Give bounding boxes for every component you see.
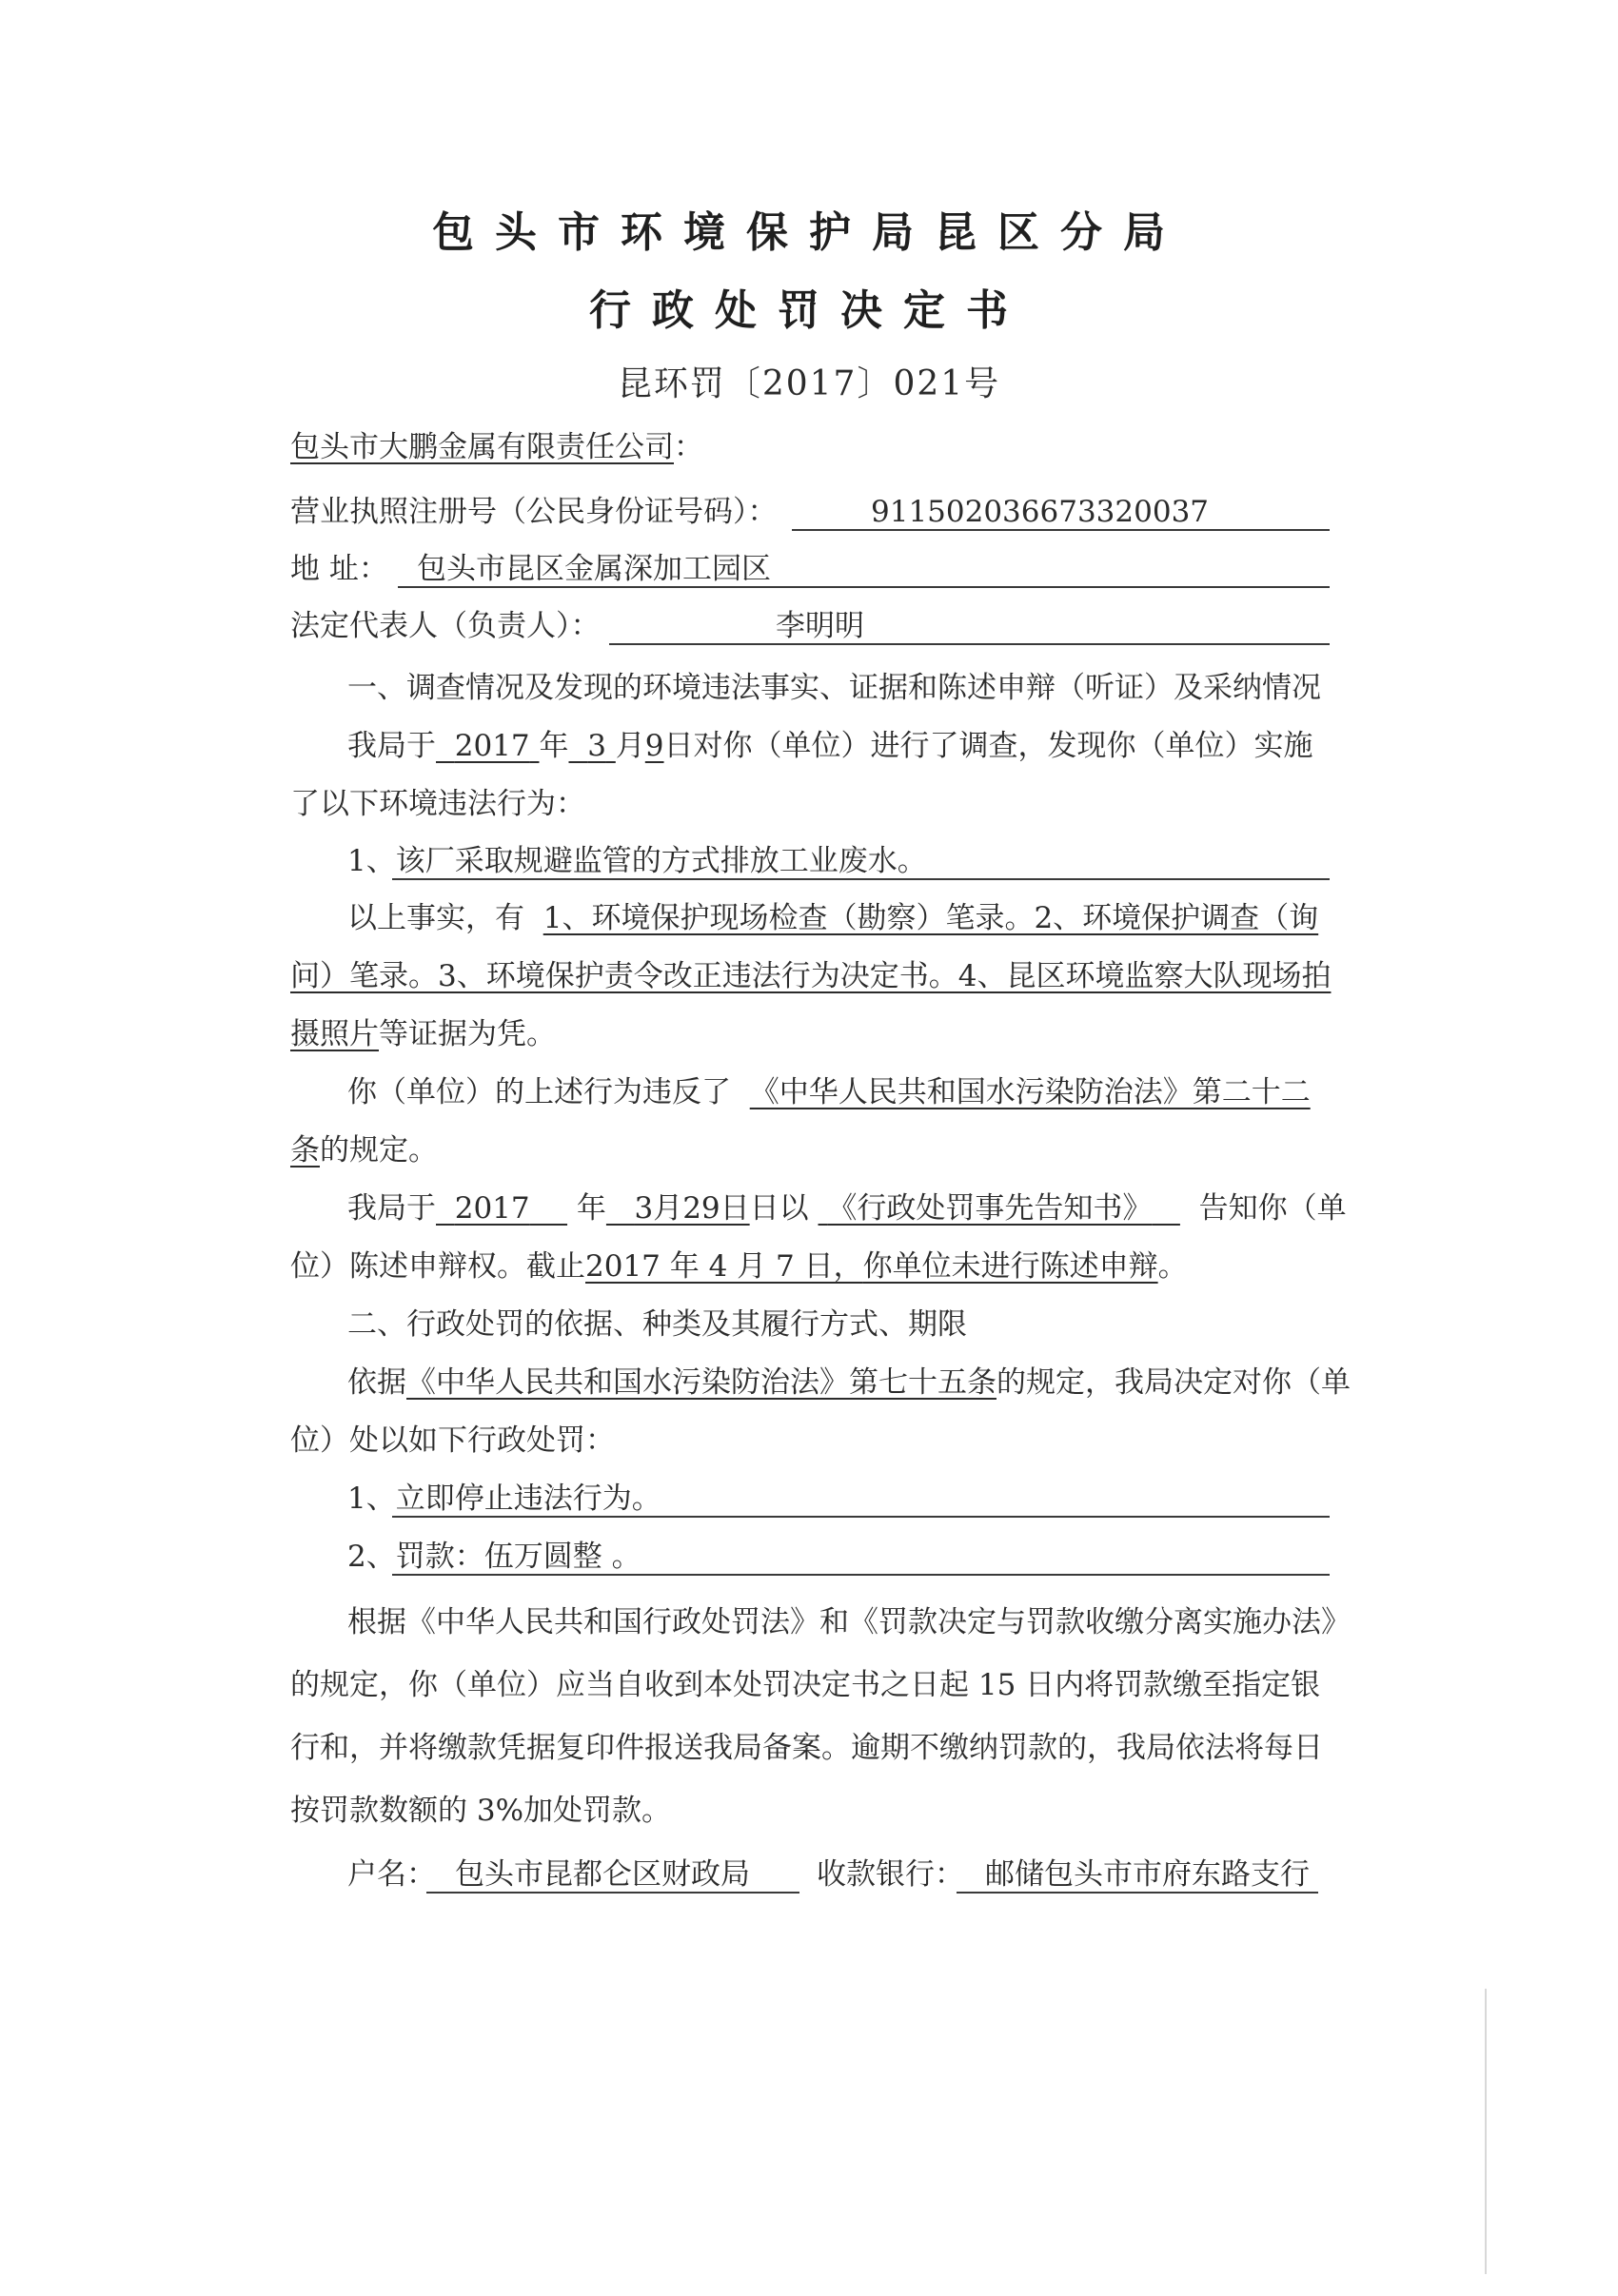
penalty-1: 1、立即停止违法行为。 [347,1482,661,1516]
account-value: 包头市昆都仑区财政局 [455,1857,750,1892]
basis-line-2: 位）处以如下行政处罚： [290,1423,615,1458]
notice-year [436,1191,567,1226]
notice-line-1 [347,1189,1347,1227]
evidence-text-b: 1、环境保护现场检查（勘察）笔录。2、环境保护调查（询 [543,901,1319,935]
inv-text-a: 我局于 [347,729,436,763]
basis-text-c: 的规定，我局决定对你（单 [996,1365,1351,1400]
notice-year-value: 2017 [454,1191,530,1226]
basis-line-1 [347,1364,1351,1402]
violation-1-underline [392,878,1330,880]
violation-1-text: 1、该厂采取规避监管的方式排放工业废水。 [347,844,927,878]
violation-1 [347,842,927,880]
party-name: 包头市大鹏金属有限责任公司 [290,430,674,464]
representative-value: 李明明 [776,609,864,643]
notice-date [606,1191,750,1226]
evidence-line-3 [290,1015,556,1053]
penalty-2-underline [392,1574,1330,1576]
penalty-2-value: 罚款：伍万圆整 。 [395,1540,641,1574]
penalty-2 [347,1538,641,1576]
inv-year-value: 2017 [454,729,530,763]
license-value: 911502036673320037 [871,495,1210,529]
law-text-d: 的规定。 [320,1133,438,1168]
payment-line-4: 按罚款数额的 3%加处罚款。 [290,1794,672,1828]
payment-line-1: 根据《中华人民共和国行政处罚法》和《罚款决定与罚款收缴分离实施办法》 [347,1605,1351,1639]
evidence-text-c: 问）笔录。3、环境保护责令改正违法行为决定书。4、昆区环境监察大队现场拍 [290,959,1332,993]
law-line-1 [347,1073,1311,1111]
evidence-line-2 [290,957,1331,995]
address-label: 地 址： [290,552,388,586]
notice-date-value: 3月29日 [634,1191,750,1226]
notice-text-c: 日以 [749,1191,809,1226]
notice-line-2 [290,1247,1188,1285]
basis-text-b: 《中华人民共和国水污染防治法》第七十五条 [406,1365,996,1400]
payment-line-2: 的规定，你（单位）应当自收到本处罚决定书之日起 15 日内将罚款缴至指定银 [290,1668,1321,1702]
section2-heading: 二、行政处罚的依据、种类及其履行方式、期限 [347,1307,967,1342]
evidence-text-e: 等证据为凭。 [379,1017,556,1051]
section1-heading: 一、调查情况及发现的环境违法事实、证据和陈述申辩（听证）及采纳情况 [347,671,1321,705]
law-text-a: 你（单位）的上述行为违反了 [347,1075,731,1109]
inv-text-c: 月 [615,729,645,763]
penalty-2-label: 2、 [347,1540,396,1574]
inv-year [436,729,539,763]
representative-label: 法定代表人（负责人）： [290,609,601,643]
law-text-c: 条 [290,1133,320,1168]
document-subtitle: 行政处罚决定书 [589,286,1029,335]
document-number: 昆环罚〔2017〕021号 [617,364,1001,403]
inv-month-value: 3 [587,729,606,763]
law-text-b: 《中华人民共和国水污染防治法》第二十二 [749,1075,1311,1109]
deadline: 2017 年 4 月 7 日， [585,1249,863,1284]
bank-value: 邮储包头市市府东路支行 [985,1857,1310,1892]
notice-text-d: 告知你（单 [1198,1191,1347,1226]
notice-text-b: 年 [576,1191,606,1226]
party-name-suffix: ： [674,430,703,464]
law-line-2 [290,1131,438,1169]
inv-month [568,729,615,763]
inv-text-d: 日对你（单位）进行了调查，发现你（单位）实施 [663,729,1313,763]
inv-line-2: 了以下环境违法行为： [290,787,585,821]
address-value: 包头市昆区金属深加工园区 [417,552,771,586]
notice-doc-value: 《行政处罚事先告知书》 [827,1191,1153,1226]
representative-underline [609,643,1330,645]
notice-text-g: 。 [1157,1249,1188,1284]
evidence-line-1 [347,899,1318,937]
bank-label: 收款银行： [817,1857,964,1892]
scan-edge-mark [1485,1989,1487,2274]
investigation-line [347,727,1313,765]
inv-text-b: 年 [539,729,569,763]
payment-line-3: 行和，并将缴款凭据复印件报送我局备案。逾期不缴纳罚款的，我局依法将每日 [290,1731,1323,1765]
evidence-text-d: 摄照片 [290,1017,379,1051]
notice-doc [819,1191,1180,1226]
inv-day: 9 [644,729,664,763]
account-label: 户名： [347,1857,436,1892]
evidence-text-a: 以上事实，有 [347,901,524,935]
document-title: 包头市环境保护局昆区分局 [432,208,1186,257]
party-name-line [290,428,703,466]
notice-text-a: 我局于 [347,1191,436,1226]
penalty-1-underline [392,1516,1330,1518]
notice-text-e: 位）陈述申辩权。截止 [290,1249,585,1284]
basis-text-a: 依据 [347,1365,406,1400]
notice-text-f: 你单位未进行陈述申辩 [862,1249,1158,1284]
license-label: 营业执照注册号（公民身份证号码）： [290,495,778,529]
